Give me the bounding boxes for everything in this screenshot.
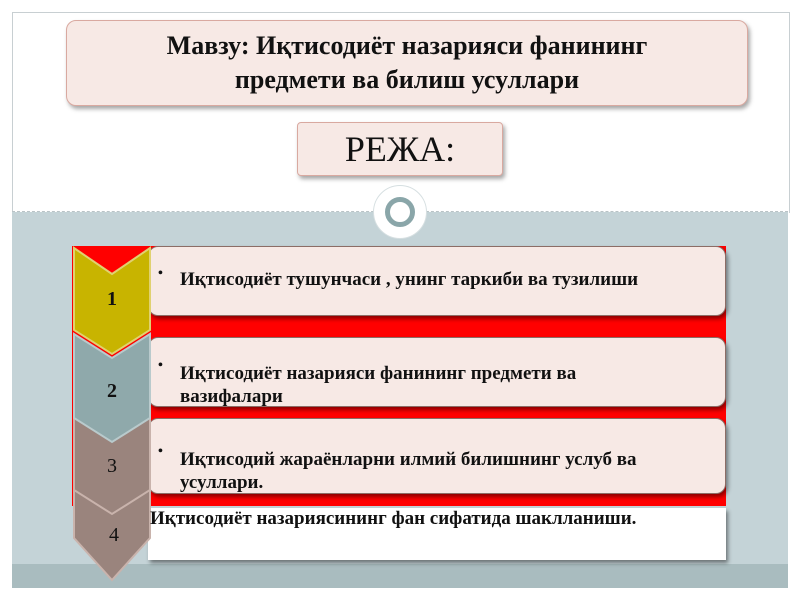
list-item-3-text: Иқтисодий жараёнларни илмий билишнинг услуб ва усуллари. [180, 449, 637, 493]
item-number-3: 3 [107, 455, 117, 477]
title-line-2: предмети ва билиш усуллари [234, 65, 580, 94]
title-line-1: Мавзу: Иқтисодиёт назарияси фанининг [166, 31, 648, 60]
plan-heading: РЕЖА: [344, 129, 456, 169]
bullet-2: • [158, 358, 163, 373]
item-number-1: 1 [107, 288, 117, 310]
bullet-3: • [158, 444, 163, 459]
plan-heading-box[interactable] [297, 122, 503, 176]
list-item-2-text: Иқтисодиёт назарияси фанининг предмети ва вазифалари [180, 363, 577, 407]
item-number-2: 2 [107, 380, 117, 402]
bullet-1: • [158, 266, 163, 281]
slide-title [167, 29, 648, 97]
list-item-1-text: Иқтисодиёт тушунчаси , унинг таркиби ва тузилиши [180, 269, 639, 290]
ring-icon [385, 197, 415, 227]
circle-ornament-icon [374, 186, 426, 238]
item-number-4: 4 [109, 524, 119, 546]
title-box[interactable] [66, 20, 748, 106]
slide-footer-band [12, 564, 788, 588]
list-item-4-text: Иқтисодиёт назариясининг фан сифатида шаклланиши. [150, 508, 637, 529]
